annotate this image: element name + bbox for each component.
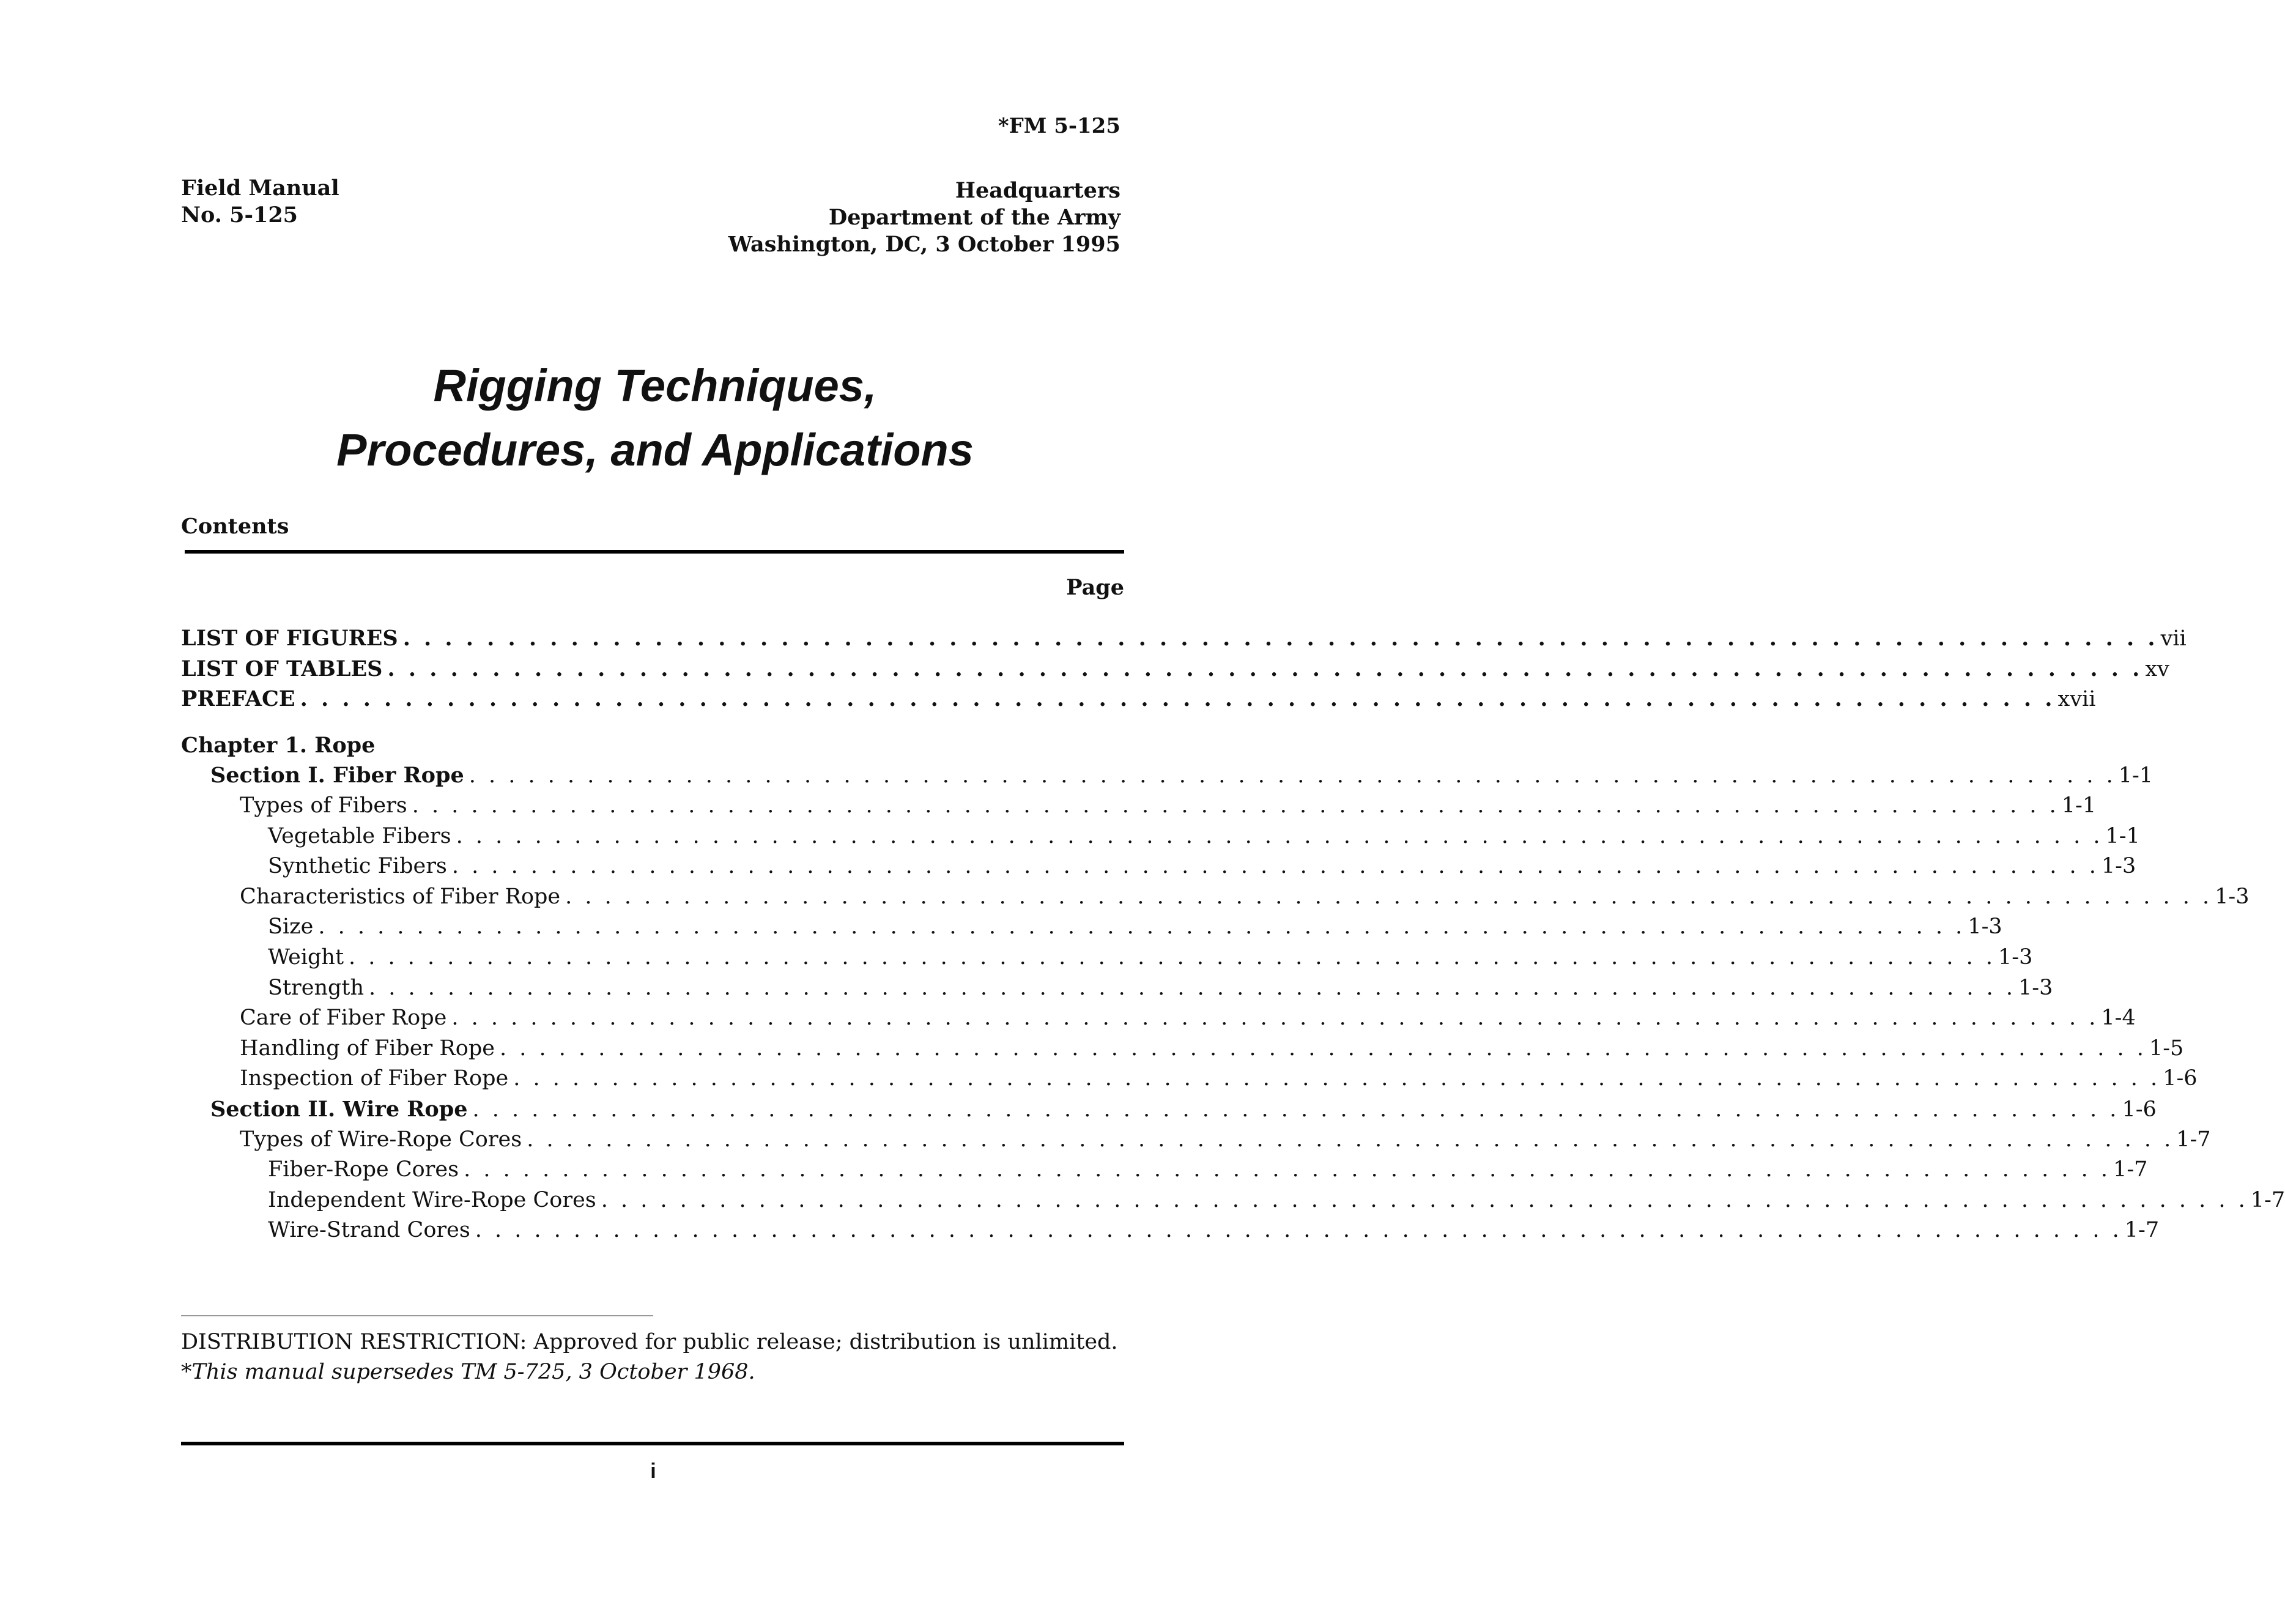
toc-entry-page: 1-1 bbox=[2061, 793, 2097, 818]
toc-entry[interactable] bbox=[181, 973, 2053, 1004]
dot-leader: . . . . . . . . . . . . . . . . . . . . . . . . . . . . . . . . . . . . . . . . . . . . . . . . . . . . . . . . . . . . . . . . . . . . . . . . . . . . . . . . . . . . bbox=[527, 1127, 2174, 1152]
toc-entry-label: Synthetic Fibers bbox=[268, 854, 447, 879]
toc-entry-label: PREFACE bbox=[181, 686, 295, 712]
toc-entry[interactable] bbox=[181, 1125, 2211, 1155]
toc-entry-label: Types of Wire-Rope Cores bbox=[240, 1127, 522, 1152]
toc-entry[interactable] bbox=[181, 1155, 2148, 1185]
table-of-contents bbox=[181, 623, 2285, 1246]
toc-entry[interactable] bbox=[181, 791, 2097, 821]
dot-leader: . . . . . . . . . . . . . . . . . . . . . . . . . . . . . . . . . . . . . . . . . . . . . . . . . . . . . . . . . . . . . . . . . . . . . . . . . . . . . . . . . . . . bbox=[565, 884, 2213, 909]
dot-leader: . . . . . . . . . . . . . . . . . . . . . . . . . . . . . . . . . . . . . . . . . . . . . . . . . . . . . . . . . . . . . . . . . . . . . . . . . . . . . . . . . . . . bbox=[475, 1218, 2122, 1243]
contents-divider bbox=[185, 550, 1124, 554]
toc-entry[interactable] bbox=[181, 882, 2250, 913]
toc-entry[interactable] bbox=[181, 1003, 2136, 1034]
toc-entry-page: 1-1 bbox=[2105, 823, 2140, 848]
page-number: i bbox=[650, 1459, 656, 1483]
dot-leader: . . . . . . . . . . . . . . . . . . . . . . . . . . . . . . . . . . . . . . . . . . . . . . . . . . . . . . . . . . . . . . . . . . . . . . . . . . . . . . . . . . . . bbox=[387, 656, 2143, 681]
field-manual-label: Field Manual bbox=[181, 176, 339, 201]
toc-entry-page: 1-6 bbox=[2163, 1066, 2198, 1091]
toc-entry-label: Vegetable Fibers bbox=[268, 823, 451, 848]
dot-leader: . . . . . . . . . . . . . . . . . . . . . . . . . . . . . . . . . . . . . . . . . . . . . . . . . . . . . . . . . . . . . . . . . . . . . . . . . . . . . . . . . . . . bbox=[499, 1036, 2147, 1061]
toc-entry-page: 1-7 bbox=[2250, 1187, 2285, 1212]
toc-entry-page: 1-3 bbox=[2215, 884, 2250, 909]
dot-leader: . . . . . . . . . . . . . . . . . . . . . . . . . . . . . . . . . . . . . . . . . . . . . . . . . . . . . . . . . . . . . . . . . . . . . . . . . . . . . . . . . . . . bbox=[472, 1097, 2120, 1122]
toc-entry-page: 1-4 bbox=[2101, 1006, 2136, 1031]
fm-number: *FM 5-125 bbox=[998, 114, 1120, 138]
toc-entry-label: Independent Wire-Rope Cores bbox=[268, 1187, 596, 1212]
contents-heading: Contents bbox=[181, 514, 289, 539]
dot-leader: . . . . . . . . . . . . . . . . . . . . . . . . . . . . . . . . . . . . . . . . . . . . . . . . . . . . . . . . . . . . . . . . . . . . . . . . . . . . . . . . . . . . bbox=[300, 686, 2056, 712]
toc-entry-page: 1-6 bbox=[2122, 1097, 2157, 1122]
toc-entry-label: Inspection of Fiber Rope bbox=[240, 1066, 509, 1091]
toc-entry-page: 1-7 bbox=[2113, 1157, 2148, 1182]
dot-leader: . . . . . . . . . . . . . . . . . . . . . . . . . . . . . . . . . . . . . . . . . . . . . . . . . . . . . . . . . . . . . . . . . . . . . . . . . . . . . . . . . . . . bbox=[468, 763, 2116, 788]
toc-entry[interactable] bbox=[181, 821, 2140, 852]
title-line-2: Procedures, and Applications bbox=[336, 425, 974, 475]
dot-leader: . . . . . . . . . . . . . . . . . . . . . . . . . . . . . . . . . . . . . . . . . . . . . . . . . . . . . . . . . . . . . . . . . . . . . . . . . . . . . . . . . . . . bbox=[349, 944, 1996, 970]
distribution-restriction: DISTRIBUTION RESTRICTION: Approved for public release; distribution is unlimited. bbox=[181, 1330, 1118, 1354]
dot-leader: . . . . . . . . . . . . . . . . . . . . . . . . . . . . . . . . . . . . . . . . . . . . . . . . . . . . . . . . . . . . . . . . . . . . . . . . . . . . . . . . . . . . bbox=[412, 793, 2059, 818]
dot-leader: . . . . . . . . . . . . . . . . . . . . . . . . . . . . . . . . . . . . . . . . . . . . . . . . . . . . . . . . . . . . . . . . . . . . . . . . . . . . . . . . . . . . bbox=[601, 1187, 2248, 1212]
toc-entry[interactable] bbox=[181, 684, 2096, 714]
dot-leader: . . . . . . . . . . . . . . . . . . . . . . . . . . . . . . . . . . . . . . . . . . . . . . . . . . . . . . . . . . . . . . . . . . . . . . . . . . . . . . . . . . . . bbox=[402, 626, 2158, 651]
toc-chapter-heading[interactable] bbox=[181, 730, 1089, 761]
toc-entry-label: Handling of Fiber Rope bbox=[240, 1036, 495, 1061]
toc-entry[interactable] bbox=[181, 1064, 2198, 1094]
hq-line: Headquarters bbox=[955, 178, 1120, 203]
toc-entry-page: 1-3 bbox=[1998, 944, 2033, 970]
toc-entry[interactable] bbox=[181, 912, 2002, 943]
toc-entry-label: Chapter 1. Rope bbox=[181, 732, 376, 758]
toc-entry-label: LIST OF TABLES bbox=[181, 656, 383, 681]
dot-leader: . . . . . . . . . . . . . . . . . . . . . . . . . . . . . . . . . . . . . . . . . . . . . . . . . . . . . . . . . . . . . . . . . . . . . . . . . . . . . . . . . . . . bbox=[451, 854, 2099, 879]
dot-leader: . . . . . . . . . . . . . . . . . . . . . . . . . . . . . . . . . . . . . . . . . . . . . . . . . . . . . . . . . . . . . . . . . . . . . . . . . . . . . . . . . . . . bbox=[369, 975, 2017, 1000]
dot-leader: . . . . . . . . . . . . . . . . . . . . . . . . . . . . . . . . . . . . . . . . . . . . . . . . . . . . . . . . . . . . . . . . . . . . . . . . . . . . . . . . . . . . bbox=[456, 823, 2103, 848]
toc-entry-label: LIST OF FIGURES bbox=[181, 626, 398, 651]
headquarters-block bbox=[728, 177, 1120, 258]
toc-entry[interactable] bbox=[181, 1215, 2160, 1246]
toc-entry-label: Weight bbox=[268, 944, 344, 970]
field-manual-number: No. 5-125 bbox=[181, 202, 298, 228]
toc-entry-page: xv bbox=[2145, 656, 2169, 681]
toc-entry-page: vii bbox=[2160, 626, 2187, 651]
dot-leader: . . . . . . . . . . . . . . . . . . . . . . . . . . . . . . . . . . . . . . . . . . . . . . . . . . . . . . . . . . . . . . . . . . . . . . . . . . . . . . . . . . . . bbox=[451, 1006, 2099, 1031]
toc-entry[interactable] bbox=[181, 1034, 2184, 1064]
toc-entry-label: Fiber-Rope Cores bbox=[268, 1157, 459, 1182]
toc-entry-label: Size bbox=[268, 914, 314, 940]
toc-entry-page: 1-3 bbox=[1968, 914, 2002, 940]
field-manual-block bbox=[181, 175, 339, 229]
toc-entry[interactable] bbox=[181, 1094, 2157, 1125]
toc-entry-label: Section I. Fiber Rope bbox=[210, 763, 464, 788]
toc-entry-page: 1-3 bbox=[2018, 975, 2053, 1000]
toc-entry-label: Characteristics of Fiber Rope bbox=[240, 884, 561, 909]
toc-entry[interactable] bbox=[181, 760, 2154, 791]
toc-entry-label: Types of Fibers bbox=[240, 793, 407, 818]
dot-leader: . . . . . . . . . . . . . . . . . . . . . . . . . . . . . . . . . . . . . . . . . . . . . . . . . . . . . . . . . . . . . . . . . . . . . . . . . . . . . . . . . . . . bbox=[513, 1066, 2161, 1091]
toc-entry[interactable] bbox=[181, 851, 2136, 882]
toc-entry-page: 1-5 bbox=[2149, 1036, 2184, 1061]
document-title bbox=[0, 354, 1310, 482]
supersedes-note: *This manual supersedes TM 5-725, 3 October 1968. bbox=[181, 1360, 755, 1384]
location-date-line: Washington, DC, 3 October 1995 bbox=[728, 232, 1120, 257]
footer-divider bbox=[181, 1442, 1124, 1445]
department-line: Department of the Army bbox=[828, 205, 1120, 230]
dot-leader: . . . . . . . . . . . . . . . . . . . . . . . . . . . . . . . . . . . . . . . . . . . . . . . . . . . . . . . . . . . . . . . . . . . . . . . . . . . . . . . . . . . . bbox=[318, 914, 1966, 940]
toc-entry-label: Section II. Wire Rope bbox=[210, 1096, 468, 1122]
toc-entry-page: 1-7 bbox=[2124, 1218, 2160, 1243]
toc-entry-label: Care of Fiber Rope bbox=[240, 1006, 447, 1031]
dot-leader: . . . . . . . . . . . . . . . . . . . . . . . . . . . . . . . . . . . . . . . . . . . . . . . . . . . . . . . . . . . . . . . . . . . . . . . . . . . . . . . . . . . . bbox=[464, 1157, 2111, 1182]
page-column-heading: Page bbox=[1066, 575, 1124, 600]
toc-entry-page: 1-1 bbox=[2118, 763, 2154, 788]
toc-entry-label: Strength bbox=[268, 975, 365, 1000]
toc-entry-label: Wire-Strand Cores bbox=[268, 1218, 470, 1243]
title-line-1: Rigging Techniques, bbox=[433, 360, 877, 411]
toc-entry-page: 1-3 bbox=[2101, 854, 2136, 879]
toc-entry[interactable] bbox=[181, 1185, 2285, 1216]
footnote-divider bbox=[181, 1315, 653, 1316]
toc-entry[interactable] bbox=[181, 654, 2169, 684]
toc-entry-page: 1-7 bbox=[2176, 1127, 2211, 1152]
toc-entry[interactable] bbox=[181, 623, 2187, 654]
toc-entry-page: xvii bbox=[2057, 687, 2096, 712]
toc-entry[interactable] bbox=[181, 943, 2033, 973]
